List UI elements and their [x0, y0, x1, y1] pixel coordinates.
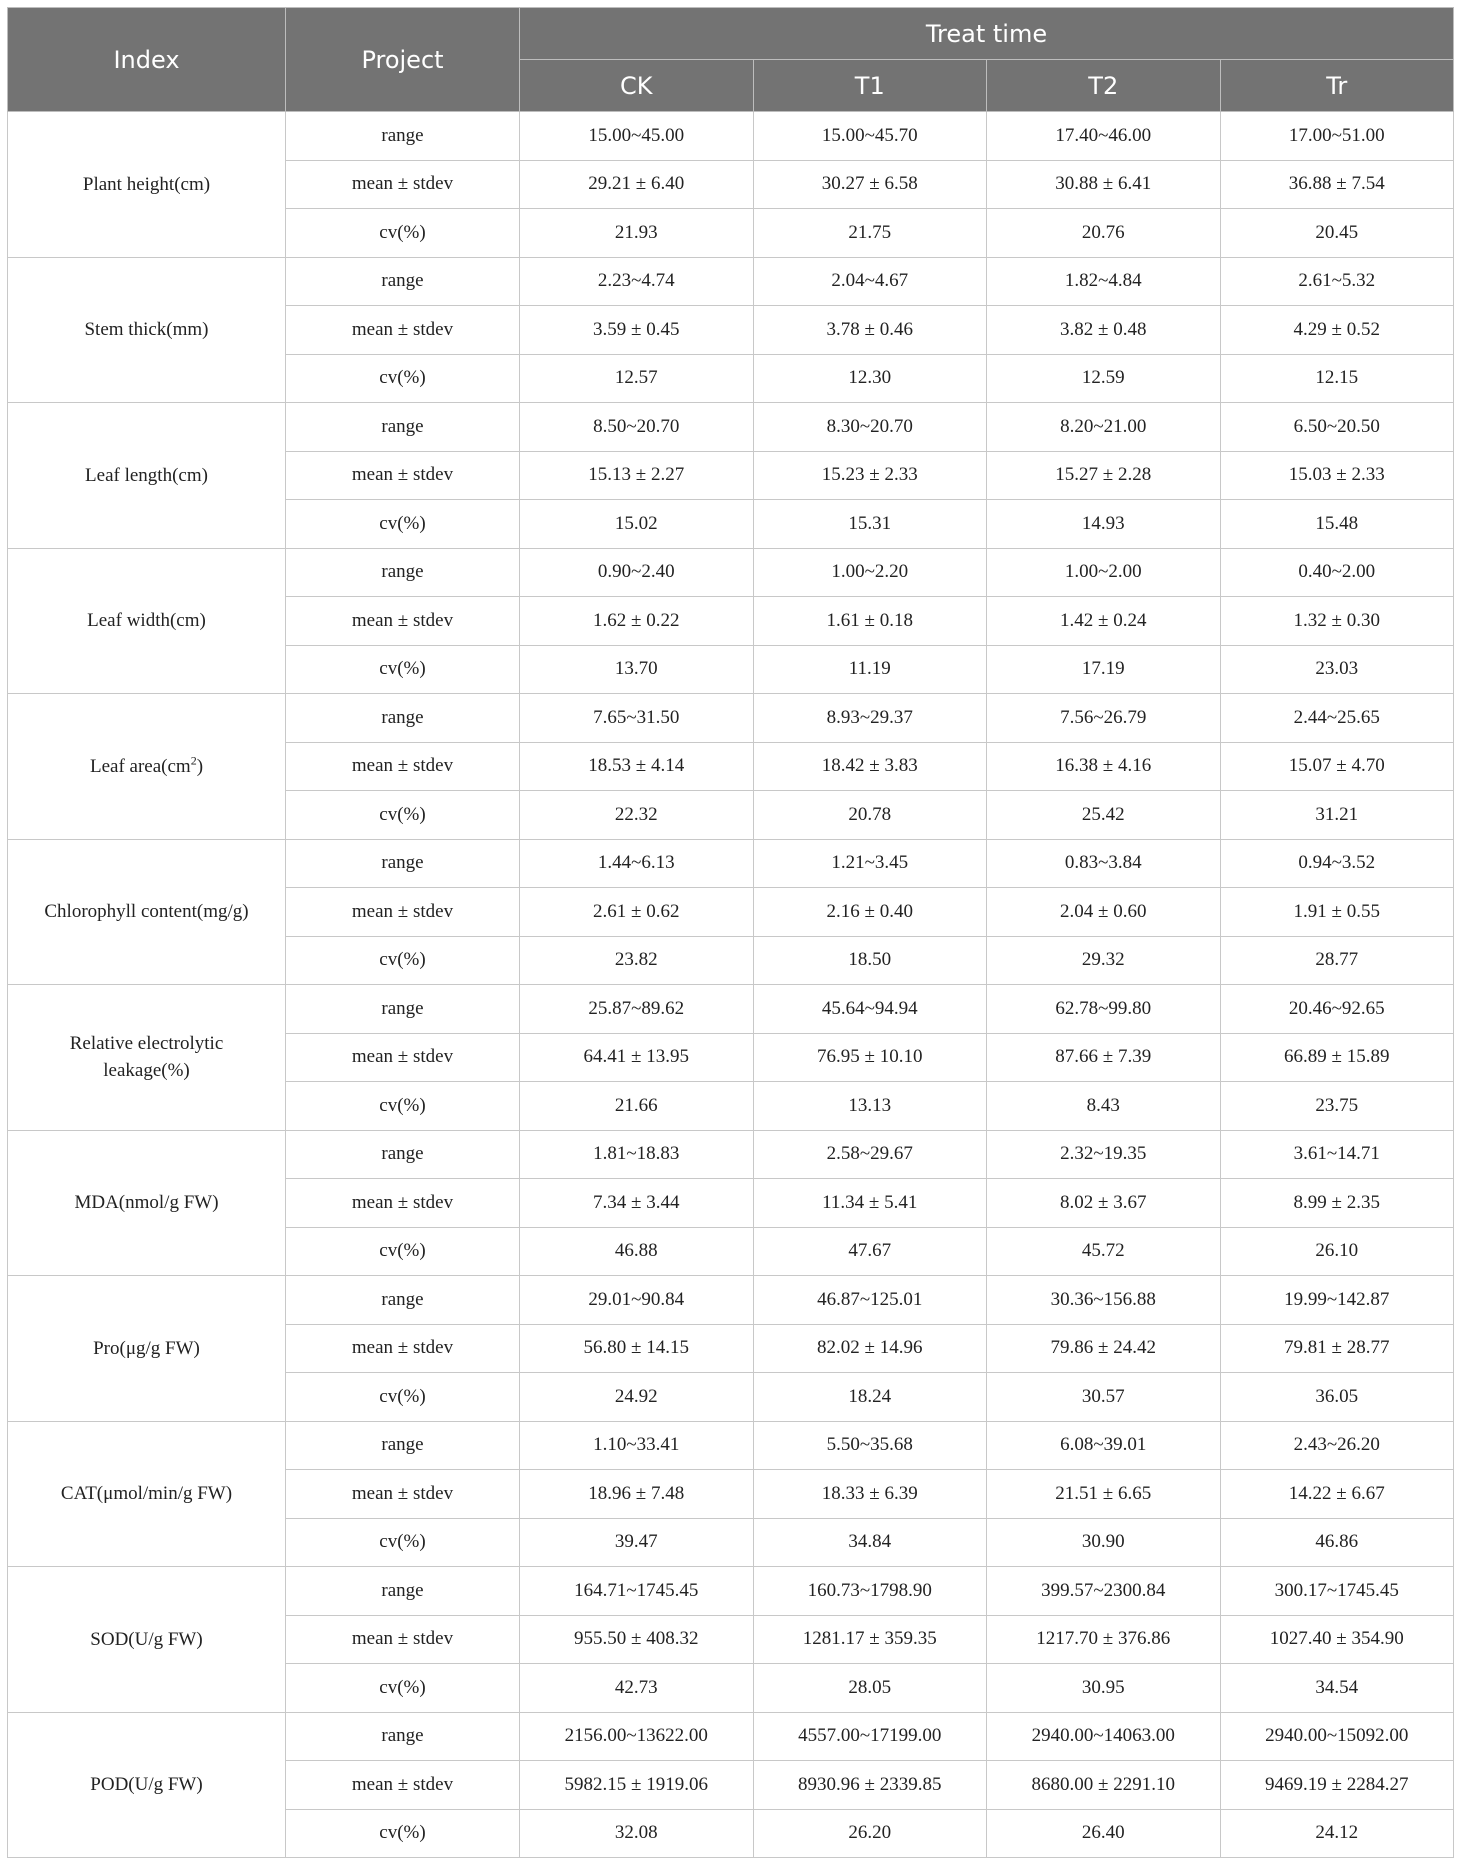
- value-cell: 18.50: [753, 936, 987, 985]
- header-index: Index: [8, 8, 286, 112]
- value-cell: 13.13: [753, 1082, 987, 1131]
- value-cell: 5982.15 ± 1919.06: [520, 1761, 754, 1810]
- index-label: CAT(μmol/min/g FW): [60, 1483, 233, 1505]
- header-col-tr: Tr: [1220, 60, 1454, 112]
- value-cell: 20.78: [753, 791, 987, 840]
- value-cell: 300.17~1745.45: [1220, 1567, 1454, 1616]
- project-label-mean: mean ± stdev: [286, 1470, 520, 1519]
- value-cell: 15.31: [753, 500, 987, 549]
- project-label-mean: mean ± stdev: [286, 1179, 520, 1228]
- table-row: [8, 1130, 1454, 1179]
- project-label-mean: mean ± stdev: [286, 888, 520, 937]
- value-cell: 0.90~2.40: [520, 548, 754, 597]
- project-label-mean: mean ± stdev: [286, 597, 520, 646]
- project-label-mean: mean ± stdev: [286, 451, 520, 500]
- value-cell: 36.88 ± 7.54: [1220, 160, 1454, 209]
- value-cell: 22.32: [520, 791, 754, 840]
- project-label-range: range: [286, 112, 520, 161]
- value-cell: 2940.00~15092.00: [1220, 1712, 1454, 1761]
- index-cell: [8, 1712, 286, 1858]
- value-cell: 21.66: [520, 1082, 754, 1131]
- project-label-mean: mean ± stdev: [286, 306, 520, 355]
- value-cell: 1.10~33.41: [520, 1421, 754, 1470]
- value-cell: 9469.19 ± 2284.27: [1220, 1761, 1454, 1810]
- header-col-t2: T2: [987, 60, 1221, 112]
- project-label-range: range: [286, 1130, 520, 1179]
- value-cell: 3.82 ± 0.48: [987, 306, 1221, 355]
- project-label-mean: mean ± stdev: [286, 160, 520, 209]
- value-cell: 8.99 ± 2.35: [1220, 1179, 1454, 1228]
- value-cell: 29.21 ± 6.40: [520, 160, 754, 209]
- index-cell: [8, 548, 286, 694]
- index-label: Relative electrolytic leakage(%): [69, 1033, 224, 1082]
- value-cell: 1.00~2.20: [753, 548, 987, 597]
- index-label: SOD(U/g FW): [90, 1628, 203, 1650]
- table-header: [8, 8, 1454, 112]
- table-row: [8, 1421, 1454, 1470]
- value-cell: 39.47: [520, 1518, 754, 1567]
- project-label-mean: mean ± stdev: [286, 1324, 520, 1373]
- value-cell: 21.93: [520, 209, 754, 258]
- value-cell: 7.34 ± 3.44: [520, 1179, 754, 1228]
- index-label: MDA(nmol/g FW): [74, 1192, 219, 1214]
- index-cell: [8, 1567, 286, 1713]
- value-cell: 34.54: [1220, 1664, 1454, 1713]
- table-row: [8, 839, 1454, 888]
- value-cell: 2.43~26.20: [1220, 1421, 1454, 1470]
- value-cell: 56.80 ± 14.15: [520, 1324, 754, 1373]
- value-cell: 160.73~1798.90: [753, 1567, 987, 1616]
- value-cell: 4.29 ± 0.52: [1220, 306, 1454, 355]
- value-cell: 399.57~2300.84: [987, 1567, 1221, 1616]
- value-cell: 13.70: [520, 645, 754, 694]
- value-cell: 18.96 ± 7.48: [520, 1470, 754, 1519]
- value-cell: 15.07 ± 4.70: [1220, 742, 1454, 791]
- value-cell: 7.56~26.79: [987, 694, 1221, 743]
- value-cell: 1.91 ± 0.55: [1220, 888, 1454, 937]
- project-label-mean: mean ± stdev: [286, 1761, 520, 1810]
- value-cell: 45.64~94.94: [753, 985, 987, 1034]
- value-cell: 2.04~4.67: [753, 257, 987, 306]
- value-cell: 1.00~2.00: [987, 548, 1221, 597]
- table-row: [8, 1276, 1454, 1325]
- index-label: Pro(μg/g FW): [93, 1337, 200, 1359]
- index-cell: [8, 112, 286, 258]
- value-cell: 29.01~90.84: [520, 1276, 754, 1325]
- value-cell: 18.24: [753, 1373, 987, 1422]
- project-label-cv: cv(%): [286, 791, 520, 840]
- value-cell: 0.94~3.52: [1220, 839, 1454, 888]
- index-label: Leaf length(cm): [85, 464, 208, 486]
- value-cell: 18.53 ± 4.14: [520, 742, 754, 791]
- value-cell: 15.27 ± 2.28: [987, 451, 1221, 500]
- value-cell: 8.02 ± 3.67: [987, 1179, 1221, 1228]
- value-cell: 0.40~2.00: [1220, 548, 1454, 597]
- value-cell: 2.16 ± 0.40: [753, 888, 987, 937]
- value-cell: 8.43: [987, 1082, 1221, 1131]
- value-cell: 19.99~142.87: [1220, 1276, 1454, 1325]
- table-row: [8, 985, 1454, 1034]
- index-label: Chlorophyll content(mg/g): [44, 901, 249, 923]
- value-cell: 11.19: [753, 645, 987, 694]
- index-cell: [8, 1276, 286, 1422]
- index-superscript: 2: [190, 753, 197, 768]
- value-cell: 3.59 ± 0.45: [520, 306, 754, 355]
- value-cell: 8.30~20.70: [753, 403, 987, 452]
- value-cell: 34.84: [753, 1518, 987, 1567]
- value-cell: 8680.00 ± 2291.10: [987, 1761, 1221, 1810]
- value-cell: 12.15: [1220, 354, 1454, 403]
- project-label-cv: cv(%): [286, 1227, 520, 1276]
- table-row: [8, 694, 1454, 743]
- value-cell: 4557.00~17199.00: [753, 1712, 987, 1761]
- value-cell: 30.57: [987, 1373, 1221, 1422]
- value-cell: 3.78 ± 0.46: [753, 306, 987, 355]
- value-cell: 1.81~18.83: [520, 1130, 754, 1179]
- index-suffix: ): [196, 755, 204, 777]
- project-label-range: range: [286, 403, 520, 452]
- value-cell: 15.13 ± 2.27: [520, 451, 754, 500]
- value-cell: 25.87~89.62: [520, 985, 754, 1034]
- header-col-t1: T1: [753, 60, 987, 112]
- index-cell: [8, 257, 286, 403]
- value-cell: 11.34 ± 5.41: [753, 1179, 987, 1228]
- value-cell: 87.66 ± 7.39: [987, 1033, 1221, 1082]
- value-cell: 1.82~4.84: [987, 257, 1221, 306]
- value-cell: 2.61 ± 0.62: [520, 888, 754, 937]
- index-cell: [8, 1421, 286, 1567]
- index-cell: [8, 403, 286, 549]
- index-cell: [8, 694, 286, 840]
- value-cell: 20.46~92.65: [1220, 985, 1454, 1034]
- value-cell: 2.23~4.74: [520, 257, 754, 306]
- value-cell: 1.32 ± 0.30: [1220, 597, 1454, 646]
- value-cell: 20.76: [987, 209, 1221, 258]
- table-row: [8, 1712, 1454, 1761]
- value-cell: 46.86: [1220, 1518, 1454, 1567]
- project-label-cv: cv(%): [286, 1809, 520, 1858]
- value-cell: 15.48: [1220, 500, 1454, 549]
- project-label-range: range: [286, 985, 520, 1034]
- value-cell: 28.05: [753, 1664, 987, 1713]
- index-label: Leaf area(cm: [89, 755, 191, 777]
- value-cell: 2.58~29.67: [753, 1130, 987, 1179]
- value-cell: 30.88 ± 6.41: [987, 160, 1221, 209]
- value-cell: 28.77: [1220, 936, 1454, 985]
- value-cell: 36.05: [1220, 1373, 1454, 1422]
- table-row: [8, 1567, 1454, 1616]
- project-label-cv: cv(%): [286, 354, 520, 403]
- value-cell: 1.61 ± 0.18: [753, 597, 987, 646]
- table-body: [8, 112, 1454, 1858]
- value-cell: 14.22 ± 6.67: [1220, 1470, 1454, 1519]
- data-table: [7, 7, 1454, 1858]
- value-cell: 6.08~39.01: [987, 1421, 1221, 1470]
- value-cell: 12.59: [987, 354, 1221, 403]
- value-cell: 12.30: [753, 354, 987, 403]
- value-cell: 26.10: [1220, 1227, 1454, 1276]
- project-label-cv: cv(%): [286, 645, 520, 694]
- value-cell: 8.20~21.00: [987, 403, 1221, 452]
- value-cell: 18.42 ± 3.83: [753, 742, 987, 791]
- value-cell: 21.75: [753, 209, 987, 258]
- value-cell: 23.82: [520, 936, 754, 985]
- value-cell: 0.83~3.84: [987, 839, 1221, 888]
- project-label-range: range: [286, 1712, 520, 1761]
- value-cell: 17.00~51.00: [1220, 112, 1454, 161]
- index-label: Stem thick(mm): [84, 319, 209, 341]
- value-cell: 2.44~25.65: [1220, 694, 1454, 743]
- value-cell: 25.42: [987, 791, 1221, 840]
- project-label-cv: cv(%): [286, 1664, 520, 1713]
- value-cell: 42.73: [520, 1664, 754, 1713]
- value-cell: 29.32: [987, 936, 1221, 985]
- value-cell: 15.00~45.70: [753, 112, 987, 161]
- value-cell: 15.03 ± 2.33: [1220, 451, 1454, 500]
- project-label-mean: mean ± stdev: [286, 1615, 520, 1664]
- value-cell: 30.90: [987, 1518, 1221, 1567]
- project-label-mean: mean ± stdev: [286, 742, 520, 791]
- index-label: Leaf width(cm): [87, 610, 206, 632]
- project-label-range: range: [286, 1567, 520, 1616]
- value-cell: 7.65~31.50: [520, 694, 754, 743]
- index-cell: [8, 839, 286, 985]
- value-cell: 6.50~20.50: [1220, 403, 1454, 452]
- value-cell: 30.27 ± 6.58: [753, 160, 987, 209]
- value-cell: 47.67: [753, 1227, 987, 1276]
- project-label-range: range: [286, 839, 520, 888]
- value-cell: 79.86 ± 24.42: [987, 1324, 1221, 1373]
- value-cell: 8.50~20.70: [520, 403, 754, 452]
- index-cell: [8, 1130, 286, 1276]
- index-cell: [8, 985, 286, 1131]
- value-cell: 15.02: [520, 500, 754, 549]
- value-cell: 17.19: [987, 645, 1221, 694]
- value-cell: 21.51 ± 6.65: [987, 1470, 1221, 1519]
- value-cell: 20.45: [1220, 209, 1454, 258]
- value-cell: 24.92: [520, 1373, 754, 1422]
- value-cell: 15.00~45.00: [520, 112, 754, 161]
- table-row: [8, 548, 1454, 597]
- value-cell: 23.75: [1220, 1082, 1454, 1131]
- value-cell: 26.40: [987, 1809, 1221, 1858]
- project-label-cv: cv(%): [286, 1373, 520, 1422]
- value-cell: 45.72: [987, 1227, 1221, 1276]
- project-label-range: range: [286, 1276, 520, 1325]
- project-label-range: range: [286, 548, 520, 597]
- value-cell: 14.93: [987, 500, 1221, 549]
- value-cell: 5.50~35.68: [753, 1421, 987, 1470]
- header-project: Project: [286, 8, 520, 112]
- table-row: [8, 403, 1454, 452]
- value-cell: 79.81 ± 28.77: [1220, 1324, 1454, 1373]
- value-cell: 164.71~1745.45: [520, 1567, 754, 1616]
- value-cell: 2.61~5.32: [1220, 257, 1454, 306]
- value-cell: 23.03: [1220, 645, 1454, 694]
- value-cell: 66.89 ± 15.89: [1220, 1033, 1454, 1082]
- table-row: [8, 257, 1454, 306]
- value-cell: 8.93~29.37: [753, 694, 987, 743]
- value-cell: 1.21~3.45: [753, 839, 987, 888]
- value-cell: 15.23 ± 2.33: [753, 451, 987, 500]
- header-treat-time: Treat time: [520, 8, 1454, 60]
- project-label-cv: cv(%): [286, 500, 520, 549]
- value-cell: 18.33 ± 6.39: [753, 1470, 987, 1519]
- project-label-cv: cv(%): [286, 1518, 520, 1567]
- value-cell: 30.36~156.88: [987, 1276, 1221, 1325]
- value-cell: 2.32~19.35: [987, 1130, 1221, 1179]
- project-label-cv: cv(%): [286, 209, 520, 258]
- value-cell: 32.08: [520, 1809, 754, 1858]
- value-cell: 3.61~14.71: [1220, 1130, 1454, 1179]
- value-cell: 82.02 ± 14.96: [753, 1324, 987, 1373]
- header-col-ck: CK: [520, 60, 754, 112]
- value-cell: 16.38 ± 4.16: [987, 742, 1221, 791]
- value-cell: 30.95: [987, 1664, 1221, 1713]
- project-label-cv: cv(%): [286, 936, 520, 985]
- value-cell: 2156.00~13622.00: [520, 1712, 754, 1761]
- value-cell: 1217.70 ± 376.86: [987, 1615, 1221, 1664]
- value-cell: 31.21: [1220, 791, 1454, 840]
- value-cell: 17.40~46.00: [987, 112, 1221, 161]
- value-cell: 12.57: [520, 354, 754, 403]
- value-cell: 2.04 ± 0.60: [987, 888, 1221, 937]
- value-cell: 1027.40 ± 354.90: [1220, 1615, 1454, 1664]
- value-cell: 955.50 ± 408.32: [520, 1615, 754, 1664]
- project-label-range: range: [286, 1421, 520, 1470]
- table-row: [8, 112, 1454, 161]
- index-label: Plant height(cm): [82, 173, 211, 195]
- project-label-range: range: [286, 257, 520, 306]
- value-cell: 2940.00~14063.00: [987, 1712, 1221, 1761]
- value-cell: 8930.96 ± 2339.85: [753, 1761, 987, 1810]
- value-cell: 64.41 ± 13.95: [520, 1033, 754, 1082]
- value-cell: 26.20: [753, 1809, 987, 1858]
- project-label-cv: cv(%): [286, 1082, 520, 1131]
- value-cell: 1.42 ± 0.24: [987, 597, 1221, 646]
- value-cell: 62.78~99.80: [987, 985, 1221, 1034]
- value-cell: 1.62 ± 0.22: [520, 597, 754, 646]
- value-cell: 46.87~125.01: [753, 1276, 987, 1325]
- value-cell: 46.88: [520, 1227, 754, 1276]
- value-cell: 76.95 ± 10.10: [753, 1033, 987, 1082]
- project-label-range: range: [286, 694, 520, 743]
- project-label-mean: mean ± stdev: [286, 1033, 520, 1082]
- value-cell: 1.44~6.13: [520, 839, 754, 888]
- index-label: POD(U/g FW): [90, 1774, 203, 1796]
- value-cell: 1281.17 ± 359.35: [753, 1615, 987, 1664]
- value-cell: 24.12: [1220, 1809, 1454, 1858]
